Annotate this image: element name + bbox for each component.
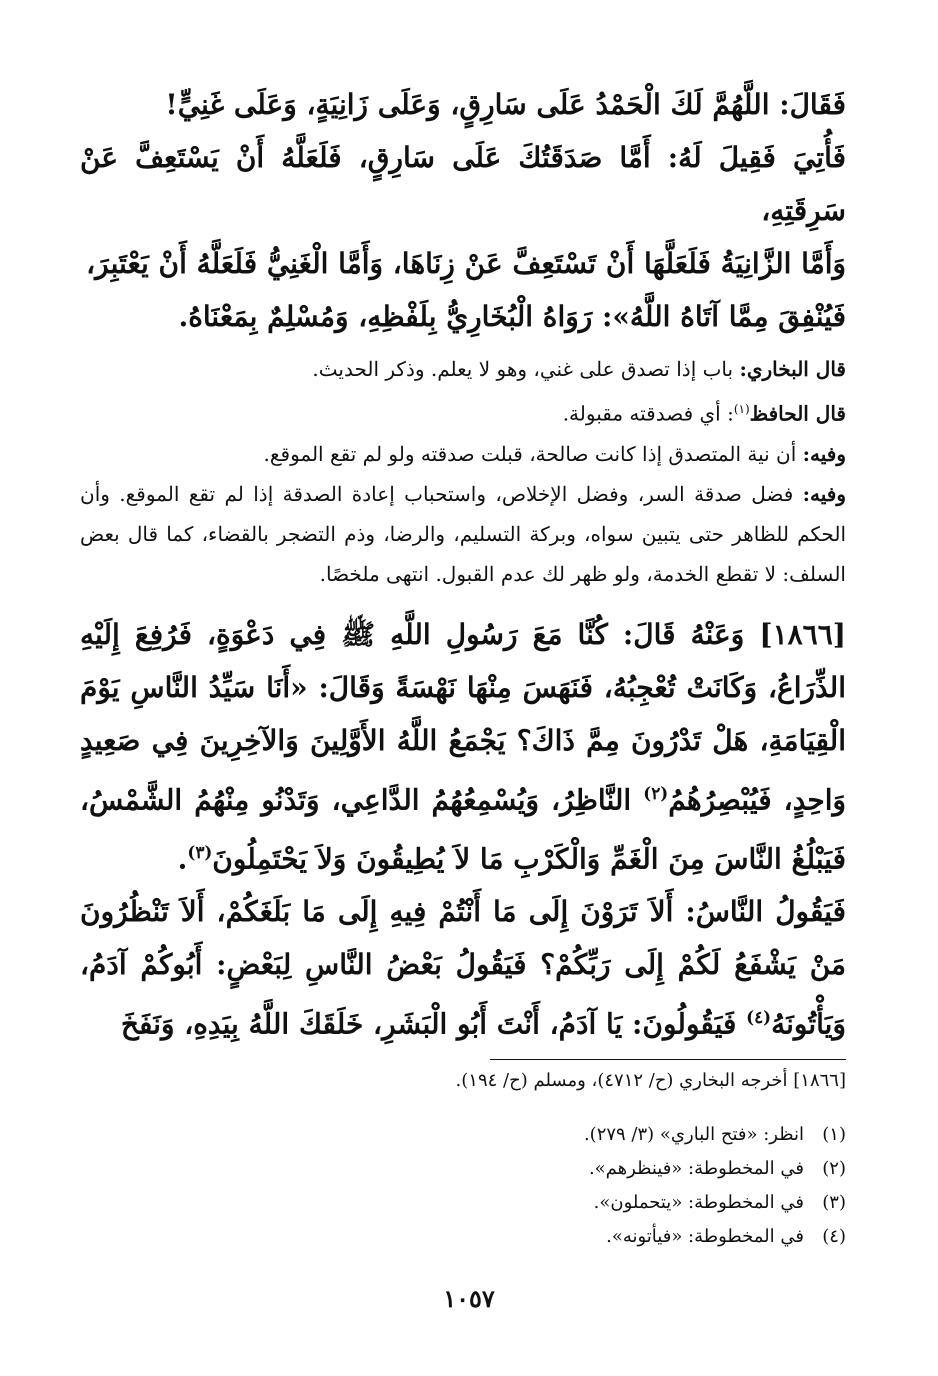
hadith-text: [١٨٦٦] وَعَنْهُ قَالَ: كُنَّا مَعَ رَسُولِ اللَّهِ ﷺ فِي دَعْوَةٍ، فَرُفِعَ إِلَيْهِ الذِّرَاعُ، وَكَانَتْ تُعْجِبُهُ، فَنَهَسَ مِنْهَا نَهْسَةً وَقَالَ: «أَنَا سَيِّدُ النَّاسِ يَوْمَ الْقِيَامَةِ، هَلْ تَدْرُونَ مِمَّ ذَاكَ؟ يَجْمَعُ اللَّهُ الأَوَّلِينَ وَالآخِرِينَ فِي صَعِيدٍ وَاحِدٍ، فَيُبْصِرُهُمُ [80, 617, 846, 816]
footnote-marker: (٣) [187, 841, 213, 862]
footnote-text: في المخطوطة: «فيأتونه». [606, 1225, 804, 1247]
footnote-divider [490, 1059, 846, 1060]
hadith-1866 [80, 608, 846, 1051]
hadith-line: فَأُتِيَ فَقِيلَ لَهُ: أَمَّا صَدَقَتُكَ عَلَى سَارِقٍ، فَلَعَلَّهُ أَنْ يَسْتَعِفَّ عَنْ سَرِقَتِهِ، [80, 141, 846, 227]
hadith-line: فَقَالَ: اللَّهُمَّ لَكَ الْحَمْدُ عَلَى سَارِقٍ، وَعَلَى زَانِيَةٍ، وَعَلَى غَنِيٍّ! [165, 88, 846, 121]
commentary-lead: وفيه: [802, 481, 846, 506]
commentary-text: : أي فصدقته مقبولة. [562, 401, 734, 426]
page-number: ١٠٥٧ [443, 1284, 495, 1313]
commentary-text: فضل صدقة السر، وفضل الإخلاص، واستحباب إعادة الصدقة إذا لم تقع الموقع. وأن الحكم للظاهر حتى يتبين سواه، وبركة التسليم، والرضا، وذم التضجر بالقضاء، كما قال بعض السلف: لا تقطع الخدمة، ولو ظهر لك عدم القبول. انتهى ملخصًا. [80, 481, 846, 586]
hadith-line: فَيُنْفِقَ مِمَّا آتَاهُ اللَّهُ»: رَوَاهُ الْبُخَارِيُّ بِلَفْظِهِ، وَمُسْلِمٌ بِمَعْنَاهُ. [178, 300, 846, 333]
footnote-text: انظر: «فتح الباري» (٣/ ٢٧٩). [583, 1123, 804, 1145]
footnote-marker: (٤) [746, 1007, 772, 1028]
page-body [80, 78, 846, 1254]
hadith-text: . [177, 842, 188, 876]
footnote-number: (١) [822, 1123, 846, 1145]
footnote [80, 1152, 846, 1186]
hadith-text: فَيَقُولُ النَّاسُ: أَلاَ تَرَوْنَ إِلَى مَا أَنْتُمْ فِيهِ إِلَى مَا بَلَغَكُمْ، أَلاَ تَنْظُرُونَ مَنْ يَشْفَعُ لَكُمْ إِلَى رَبِّكُمْ؟ فَيَقُولُ بَعْضُ النَّاسِ لِبَعْضٍ: أَبُوكُمْ آدَمُ، وَيَأْتُونَهُ [80, 895, 846, 1041]
footnotes [80, 1118, 846, 1254]
footnote-number: (٣) [822, 1191, 846, 1213]
commentary-lead: قال الحافظ [749, 401, 846, 426]
hadith-paragraph [80, 608, 846, 886]
commentary-fihi-1 [80, 434, 846, 474]
commentary-lead: وفيه: [802, 441, 846, 466]
hadith-continuation [80, 78, 846, 343]
footnote-marker: (٢) [643, 782, 669, 803]
commentary-text: باب إذا تصدق على غني، وهو لا يعلم. وذكر الحديث. [312, 357, 740, 381]
footnote-number: (٤) [822, 1225, 846, 1247]
takhrij-note: [١٨٦٦] أخرجه البخاري (ح/ ٤٧١٢)، ومسلم (ح/ ١٩٤). [455, 1069, 846, 1091]
footnote-number: (٢) [822, 1157, 846, 1179]
hadith-line: وَأَمَّا الزَّانِيَةُ فَلَعَلَّهَا أَنْ تَسْتَعِفَّ عَنْ زِنَاهَا، وَأَمَّا الْغَنِيُّ فَلَعَلَّهُ أَنْ يَعْتَبِرَ، [86, 247, 846, 280]
hadith-text: النَّاظِرُ، وَيُسْمِعُهُمُ الدَّاعِي، وَتَدْنُو مِنْهُمُ الشَّمْسُ، فَيَبْلُغُ النَّاسَ مِنَ الْغَمِّ وَالْكَرْبِ مَا لاَ يُطِيقُونَ وَلاَ يَحْتَمِلُونَ [80, 782, 846, 876]
commentary [80, 349, 846, 594]
commentary-fihi-2 [80, 474, 846, 594]
commentary-lead: قال البخاري: [739, 357, 846, 381]
section-gap [80, 594, 846, 608]
footnote [80, 1186, 846, 1220]
hadith-text: فَيَقُولُونَ: يَا آدَمُ، أَنْتَ أَبُو الْبَشَرِ، خَلَقَكَ اللَّهُ بِيَدِهِ، وَنَفَخَ [120, 1007, 747, 1041]
footnote [80, 1118, 846, 1152]
footnote-text: في المخطوطة: «يتحملون». [593, 1191, 804, 1213]
commentary-text: أن نية المتصدق إذا كانت صالحة، قبلت صدقته ولو لم تقع الموقع. [263, 441, 803, 466]
footnote [80, 1220, 846, 1254]
footnote-text: في المخطوطة: «فينظرهم». [588, 1157, 804, 1179]
footnote-marker: (١) [733, 402, 750, 416]
hadith-paragraph [80, 885, 846, 1050]
commentary-bukhari [80, 349, 846, 389]
commentary-hafiz [80, 389, 846, 434]
